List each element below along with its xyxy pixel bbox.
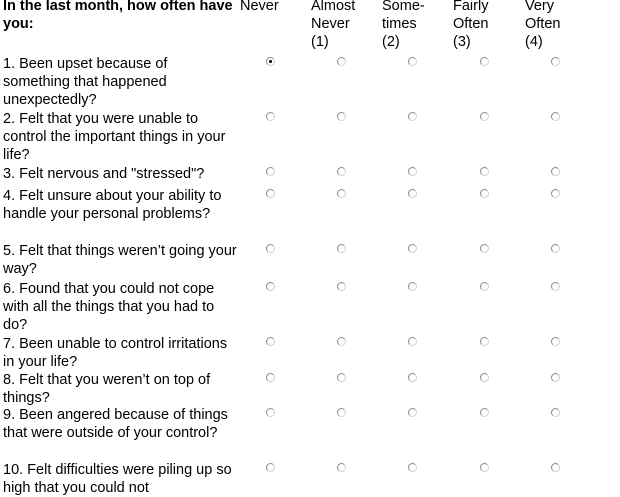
radio-never[interactable] xyxy=(266,373,275,382)
radio-sometimes[interactable] xyxy=(408,373,417,382)
radio-almost-never[interactable] xyxy=(337,189,346,198)
radio-fairly-often[interactable] xyxy=(480,244,489,253)
radio-almost-never[interactable] xyxy=(337,282,346,291)
radio-never[interactable] xyxy=(266,167,275,176)
question-text: 9. Been angered because of things that were outside of your control? xyxy=(3,407,228,441)
radio-almost-never[interactable] xyxy=(337,244,346,253)
column-header-never: Never xyxy=(240,0,279,14)
radio-fairly-often[interactable] xyxy=(480,408,489,417)
radio-never[interactable] xyxy=(266,282,275,291)
radio-fairly-often[interactable] xyxy=(480,463,489,472)
radio-fairly-often[interactable] xyxy=(480,57,489,66)
radio-almost-never[interactable] xyxy=(337,57,346,66)
question-text: 6. Found that you could not cope with all the things that you had to do? xyxy=(3,281,215,333)
radio-sometimes[interactable] xyxy=(408,244,417,253)
radio-very-often[interactable] xyxy=(551,337,560,346)
radio-very-often[interactable] xyxy=(551,244,560,253)
question-text: 1. Been upset because of something that happened unexpectedly? xyxy=(3,56,168,108)
radio-sometimes[interactable] xyxy=(408,463,417,472)
radio-sometimes[interactable] xyxy=(408,189,417,198)
column-header-almost-never: Almost Never (1) xyxy=(311,0,356,50)
radio-never[interactable] xyxy=(266,408,275,417)
question-text: 2. Felt that you were unable to control the important things in your life? xyxy=(3,111,226,163)
radio-very-often[interactable] xyxy=(551,167,560,176)
radio-very-often[interactable] xyxy=(551,463,560,472)
radio-almost-never[interactable] xyxy=(337,337,346,346)
radio-fairly-often[interactable] xyxy=(480,189,489,198)
radio-sometimes[interactable] xyxy=(408,57,417,66)
question-prompt-header: In the last month, how often have you: xyxy=(3,0,233,32)
question-text: 3. Felt nervous and "stressed"? xyxy=(3,166,205,182)
radio-never[interactable] xyxy=(266,189,275,198)
column-header-very-often: Very Often (4) xyxy=(525,0,561,50)
question-text: 10. Felt difficulties were piling up so high that you could not xyxy=(3,462,232,496)
question-text: 8. Felt that you weren’t on top of things? xyxy=(3,372,211,406)
radio-fairly-often[interactable] xyxy=(480,167,489,176)
radio-sometimes[interactable] xyxy=(408,112,417,121)
radio-almost-never[interactable] xyxy=(337,463,346,472)
question-text: 7. Been unable to control irritations in your life? xyxy=(3,336,228,370)
radio-fairly-often[interactable] xyxy=(480,282,489,291)
radio-fairly-often[interactable] xyxy=(480,112,489,121)
radio-never[interactable] xyxy=(266,463,275,472)
radio-sometimes[interactable] xyxy=(408,282,417,291)
radio-never[interactable] xyxy=(266,337,275,346)
radio-fairly-often[interactable] xyxy=(480,373,489,382)
radio-sometimes[interactable] xyxy=(408,167,417,176)
radio-never[interactable] xyxy=(266,112,275,121)
radio-very-often[interactable] xyxy=(551,57,560,66)
radio-sometimes[interactable] xyxy=(408,408,417,417)
radio-almost-never[interactable] xyxy=(337,112,346,121)
question-text: 4. Felt unsure about your ability to handle your personal problems? xyxy=(3,188,222,222)
radio-very-often[interactable] xyxy=(551,189,560,198)
radio-almost-never[interactable] xyxy=(337,408,346,417)
radio-sometimes[interactable] xyxy=(408,337,417,346)
radio-very-often[interactable] xyxy=(551,373,560,382)
radio-never[interactable] xyxy=(266,244,275,253)
column-header-sometimes: Some- times (2) xyxy=(382,0,425,50)
radio-very-often[interactable] xyxy=(551,112,560,121)
radio-fairly-often[interactable] xyxy=(480,337,489,346)
radio-very-often[interactable] xyxy=(551,282,560,291)
radio-almost-never[interactable] xyxy=(337,167,346,176)
radio-almost-never[interactable] xyxy=(337,373,346,382)
radio-very-often[interactable] xyxy=(551,408,560,417)
column-header-fairly-often: Fairly Often (3) xyxy=(453,0,489,50)
question-text: 5. Felt that things weren’t going your way? xyxy=(3,243,237,277)
radio-never[interactable] xyxy=(266,57,275,66)
